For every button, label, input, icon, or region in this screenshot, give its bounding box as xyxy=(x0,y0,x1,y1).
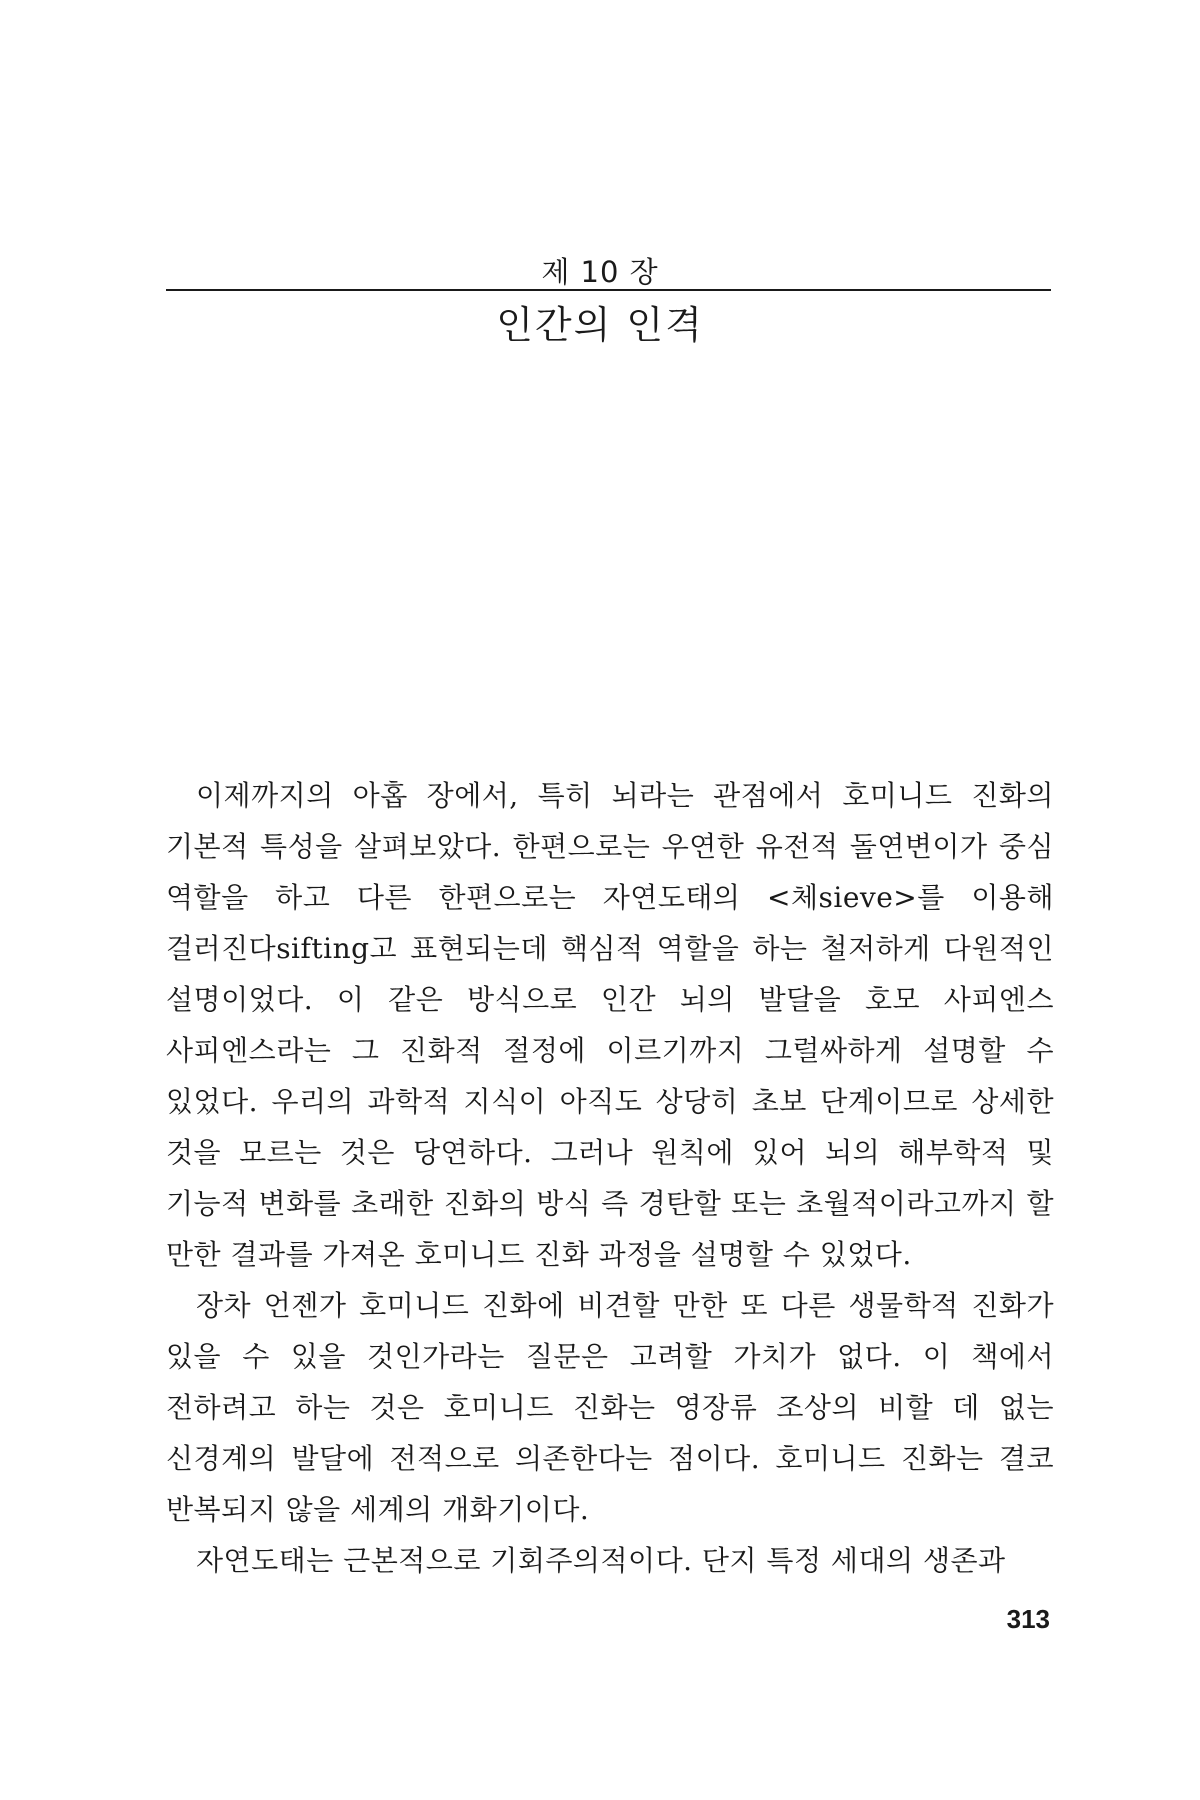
page-number: 313 xyxy=(1006,1604,1050,1634)
chapter-title: 인간의 인격 xyxy=(496,303,704,347)
chapter-divider xyxy=(166,289,1051,291)
paragraph: 장차 언젠가 호미니드 진화에 비견할 만한 또 다른 생물학적 진화가 있을 수 있을 것인가라는 질문은 고려할 가치가 없다. 이 책에서 전하려고 하는 것은 호미니드 진화는 영장류 조상의 비할 데 없는 신경계의 발달에 전적으로 의존한다는 점이다. 호미니드 진화는 결코 반복되지 않을 세계의 개화기이다. xyxy=(166,1289,1054,1526)
body-text xyxy=(166,770,1054,1586)
paragraph: 이제까지의 아홉 장에서, 특히 뇌라는 관점에서 호미니드 진화의 기본적 특성을 살펴보았다. 한편으로는 우연한 유전적 돌연변이가 중심 역할을 하고 다른 한편으로는 자연도태의 <체sieve>를 이용해 걸러진다sifting고 표현되는데 핵심적 역할을 하는 철저하게 다원적인 설명이었다. 이 같은 방식으로 인간 뇌의 발달을 호모 사피엔스 사피엔스라는 그 진화적 절정에 이르기까지 그럴싸하게 설명할 수 있었다. 우리의 과학적 지식이 아직도 상당히 초보 단계이므로 상세한 것을 모르는 것은 당연하다. 그러나 원칙에 있어 뇌의 해부학적 및 기능적 변화를 초래한 진화의 방식 즉 경탄할 또는 초월적이라고까지 할 만한 결과를 가져온 호미니드 진화 과정을 설명할 수 있었다. xyxy=(166,779,1054,1271)
paragraph: 자연도태는 근본적으로 기회주의적이다. 단지 특정 세대의 생존과 xyxy=(196,1544,1006,1577)
chapter-number: 제 10 장 xyxy=(541,255,659,289)
